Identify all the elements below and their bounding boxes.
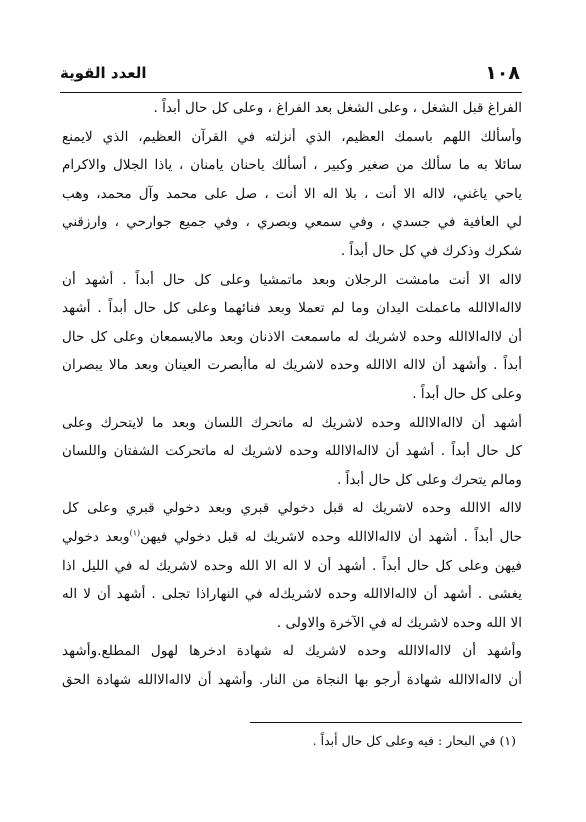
- header-divider: [60, 92, 522, 93]
- text-line: لااله الاالله وحده لاشريك له قبل دخولي قبري وبعد دخولي قبري وعلى كل: [62, 500, 522, 517]
- text-line: يغشى . أشهد أن لااله‌الاالله وحده لاشريك‌له في النهاراذا تجلى . أشهد أن لا اله: [62, 586, 522, 603]
- text-line: أبداً . وأشهد أن لااله الاالله وحده لاشريك له ماأبصرت العينان وبعد مالا يبصران: [62, 357, 522, 374]
- running-title: العدد القوية: [60, 64, 147, 82]
- text-line: أشهد أن لااله‌الاالله وحده لاشريك له ماتحرك اللسان وبعد ما لايتحرك وعلى: [62, 414, 522, 431]
- page-number: ١٠٨: [485, 62, 520, 84]
- text-line: أن لااله‌الاالله شهادة أرجو بها النجاة من النار. وأشهد أن لااله‌الاالله شهادة الحق: [62, 671, 522, 688]
- text-line: وأسألك اللهم باسمك العظيم، الذي أنزلته في القرآن العظيم، الذي لايمنع: [62, 128, 522, 145]
- text-line: سائلا به ما سألك من صغير وكبير ، أسألك ياحنان يامنان ، ياذا الجلال والاكرام: [62, 157, 522, 174]
- text-line-with-footnote: [62, 523, 522, 552]
- text-line: الا الله وحده لاشريك له في الآخرة والاولى .: [276, 614, 522, 631]
- footnote-divider: [250, 722, 522, 723]
- text-line: ياحي ياغني، لااله الا أنت ، بلا اله الا أنت ، صل على محمد وآل محمد، وهب: [62, 185, 522, 202]
- page-header: [60, 60, 520, 88]
- text-line: فيهن وعلى كل حال أبداً . أشهد أن لا اله الا الله وحده لاشريك له في الليل اذا: [62, 557, 522, 574]
- text-segment: حال أبداً . أشهد أن لااله‌الاالله وحده لاشريك له قبل دخولي فيهن: [140, 528, 522, 545]
- text-line: لااله الا أنت مامشت الرجلان وبعد ماتمشيا وعلى كل حال أبداً . أشهد أن: [62, 271, 522, 288]
- text-line: أن لااله‌الاالله وحده لاشريك له ماسمعت الاذنان وبعد مالايسمعان وعلى كل حال: [62, 328, 522, 345]
- body-text: [62, 94, 522, 694]
- text-line: شكرك وذكرك في كل حال أبداً .: [340, 242, 522, 259]
- text-line: وعلى كل حال أبداً .: [412, 385, 522, 402]
- text-line: لااله‌الاالله ماعملت اليدان وما لم تعملا وبعد فنائهما وعلى كل حال أبداً . أشهد: [62, 300, 522, 317]
- text-line: الفراغ قبل الشغل ، وعلى الشغل بعد الفراغ ، وعلى كل حال أبداً .: [153, 100, 522, 116]
- footnote-marker: (١): [129, 528, 141, 538]
- text-line: لي العافية في جسدي ، وفي سمعي وبصري ، وفي جميع جوارحي ، وارزقني: [62, 214, 522, 231]
- text-line: وأشهد أن لااله‌الاالله وحده لاشريك له شهادة ادخرها لهول المطلع.وأشهد: [62, 643, 522, 660]
- footnote: (١) في البحار : فيه وعلى كل حال أبداً .: [312, 733, 516, 748]
- text-line: كل حال أبداً . أشهد أن لااله‌الاالله وحده لاشريك له ماتحركت الشفتان واللسان: [62, 443, 522, 460]
- text-line: ومالم يتحرك وعلى كل حال أبداً .: [337, 471, 522, 488]
- text-segment: وبعد دخولي: [62, 528, 130, 545]
